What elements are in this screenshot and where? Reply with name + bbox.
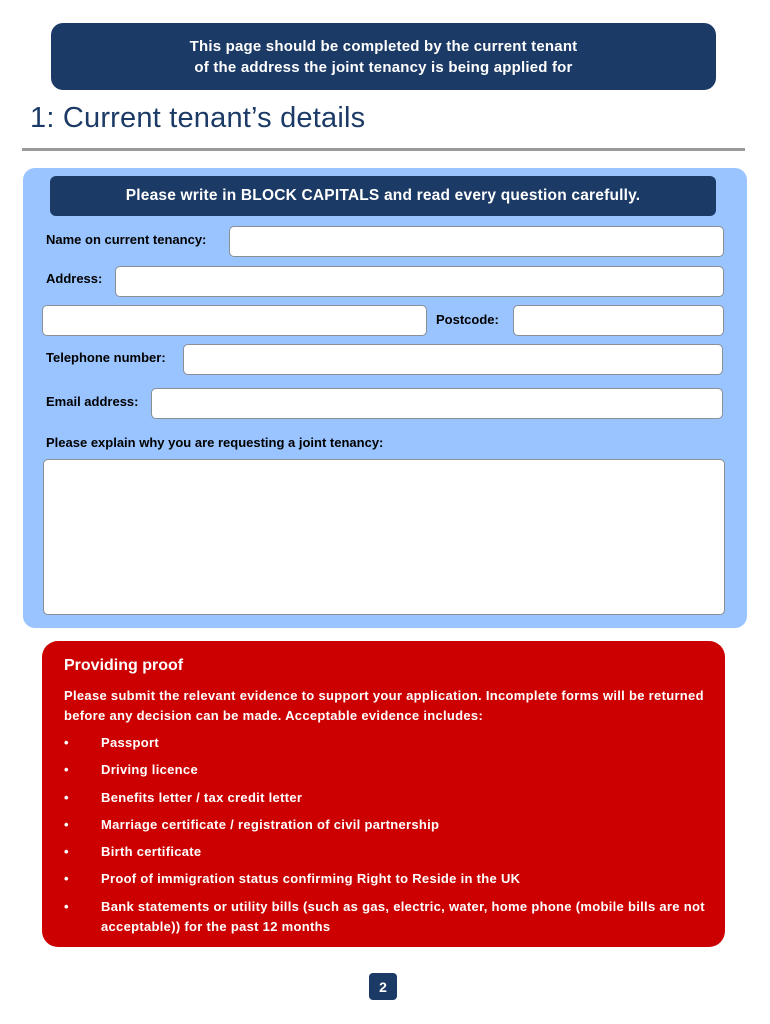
- evidence-item-text: Proof of immigration status confirming Right to Reside in the UK: [101, 871, 521, 887]
- banner-line-1: This page should be completed by the current tenant: [189, 37, 578, 55]
- providing-proof-box: [42, 641, 725, 947]
- address-label: Address:: [46, 271, 103, 286]
- proof-intro: Please submit the relevant evidence to support your application. Incomplete forms will be returned before any decision can be made. Acceptable evidence includes:: [64, 688, 704, 723]
- evidence-item: [64, 869, 714, 889]
- reason-textarea[interactable]: [43, 459, 725, 615]
- bullet-icon: •: [64, 816, 69, 832]
- evidence-item: [64, 842, 714, 862]
- name-label: Name on current tenancy:: [46, 232, 207, 247]
- section-title: 1: Current tenant’s details: [30, 102, 366, 134]
- evidence-item: [64, 897, 714, 937]
- page-number: 2: [369, 973, 397, 1000]
- postcode-input[interactable]: [513, 305, 724, 336]
- evidence-item-text: Driving licence: [101, 762, 198, 778]
- section-divider: [22, 148, 745, 151]
- evidence-item: [64, 733, 714, 753]
- bullet-icon: •: [64, 871, 69, 887]
- name-input[interactable]: [229, 226, 724, 257]
- bullet-icon: •: [64, 898, 69, 914]
- email-label: Email address:: [46, 394, 139, 409]
- address-line-1-input[interactable]: [115, 266, 724, 297]
- evidence-item-text: Birth certificate: [101, 844, 202, 860]
- evidence-item: [64, 788, 714, 808]
- postcode-label: Postcode:: [436, 312, 499, 327]
- bullet-icon: •: [64, 762, 69, 778]
- completion-banner: [51, 23, 716, 90]
- bullet-icon: •: [64, 735, 69, 750]
- bullet-icon: •: [64, 844, 69, 860]
- evidence-item: [64, 815, 714, 835]
- email-input[interactable]: [151, 388, 723, 419]
- evidence-item-text: Marriage certificate / registration of civil partnership: [101, 816, 440, 832]
- block-capitals-instruction: Please write in BLOCK CAPITALS and read every question carefully.: [50, 176, 716, 216]
- evidence-item-text: Benefits letter / tax credit letter: [101, 789, 303, 805]
- bullet-icon: •: [64, 789, 69, 805]
- telephone-input[interactable]: [183, 344, 723, 375]
- evidence-item: [64, 760, 714, 780]
- telephone-label: Telephone number:: [46, 350, 166, 365]
- evidence-item-text: Passport: [101, 735, 160, 750]
- banner-line-2: of the address the joint tenancy is being applied for: [194, 58, 573, 76]
- proof-title: Providing proof: [64, 657, 184, 674]
- reason-label: Please explain why you are requesting a joint tenancy:: [46, 435, 384, 450]
- address-line-2-input[interactable]: [42, 305, 427, 336]
- evidence-list: [64, 733, 714, 944]
- evidence-item-text: Bank statements or utility bills (such as gas, electric, water, home phone (mobile bills are not acceptable)) for the past 12 months: [101, 898, 705, 934]
